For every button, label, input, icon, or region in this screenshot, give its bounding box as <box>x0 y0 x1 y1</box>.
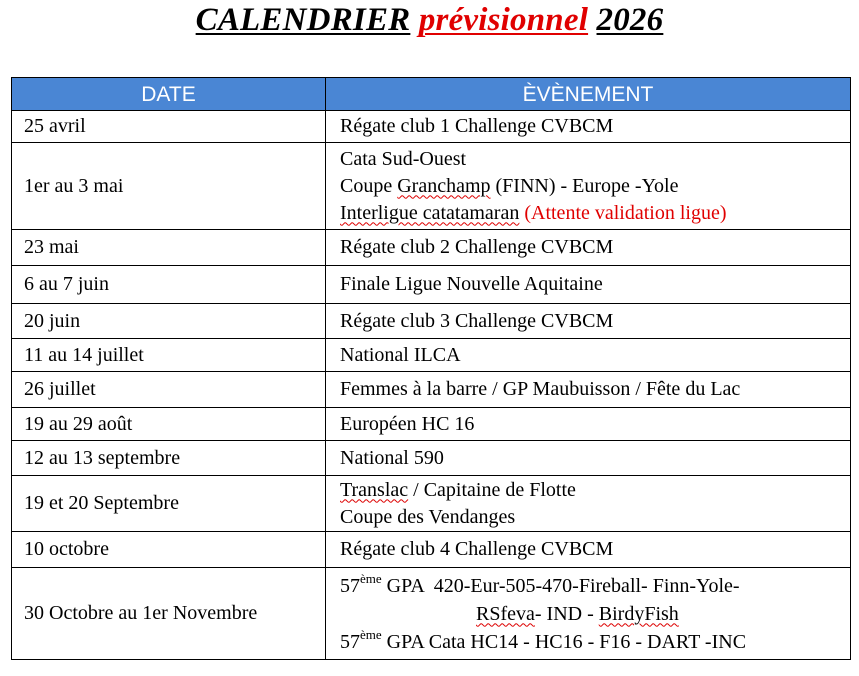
row-date: 11 au 14 juillet <box>12 339 326 372</box>
row-date: 30 Octobre au 1er Novembre <box>12 568 326 660</box>
event-line <box>340 628 838 656</box>
row-event <box>326 568 851 660</box>
row-event: Régate club 4 Challenge CVBCM <box>326 532 851 568</box>
row-date: 25 avril <box>12 111 326 143</box>
table-row <box>12 476 851 532</box>
event-line <box>340 173 838 200</box>
event-text: Coupe <box>340 174 398 197</box>
row-date: 23 mai <box>12 230 326 266</box>
table-row <box>12 441 851 476</box>
row-event: National ILCA <box>326 339 851 372</box>
row-event: Régate club 3 Challenge CVBCM <box>326 304 851 339</box>
row-event: Finale Ligue Nouvelle Aquitaine <box>326 266 851 304</box>
event-text: BirdyFish <box>598 602 679 625</box>
table-row <box>12 372 851 408</box>
row-event: Femmes à la barre / GP Maubuisson / Fête du Lac <box>326 372 851 408</box>
header-date: DATE <box>12 78 326 111</box>
event-line <box>340 200 838 227</box>
table-row <box>12 532 851 568</box>
row-date: 12 au 13 septembre <box>12 441 326 476</box>
event-text: 57 <box>340 574 360 597</box>
row-event: Régate club 1 Challenge CVBCM <box>326 111 851 143</box>
table-row <box>12 266 851 304</box>
title-part-1: CALENDRIER <box>195 2 411 38</box>
ordinal-suffix: ème <box>360 626 382 642</box>
header-event: ÈVÈNEMENT <box>326 78 851 111</box>
event-text: 57 <box>340 630 360 653</box>
row-event <box>326 143 851 230</box>
table-row <box>12 568 851 660</box>
event-text: RSfeva <box>476 602 535 625</box>
title-part-3: 2026 <box>596 2 664 38</box>
table-row <box>12 143 851 230</box>
event-line <box>340 572 838 600</box>
event-line <box>340 477 838 504</box>
table-row <box>12 230 851 266</box>
row-event <box>326 476 851 532</box>
table-row <box>12 408 851 441</box>
event-note: (Attente validation ligue) <box>524 201 727 224</box>
event-text: Interligue catatamaran <box>340 201 520 224</box>
title-part-2: prévisionnel <box>418 2 589 38</box>
event-line: Coupe des Vendanges <box>340 505 516 528</box>
row-date: 19 et 20 Septembre <box>12 476 326 532</box>
table-row <box>12 304 851 339</box>
row-event: Européen HC 16 <box>326 408 851 441</box>
event-text: - IND - <box>534 602 599 625</box>
row-date: 20 juin <box>12 304 326 339</box>
ordinal-suffix: ème <box>360 570 382 586</box>
event-text: (FINN) - Europe -Yole <box>490 174 679 197</box>
event-line: Cata Sud-Ouest <box>340 147 467 170</box>
event-text: / Capitaine de Flotte <box>408 478 576 501</box>
row-date: 1er au 3 mai <box>12 143 326 230</box>
row-event: Régate club 2 Challenge CVBCM <box>326 230 851 266</box>
table-header-row <box>12 78 851 111</box>
event-text: Translac <box>340 478 409 501</box>
row-date: 19 au 29 août <box>12 408 326 441</box>
row-date: 10 octobre <box>12 532 326 568</box>
event-text: GPA Cata HC14 - HC16 - F16 - DART -INC <box>381 630 747 653</box>
event-text: GPA 420-Eur-505-470-Fireball- Finn-Yole- <box>381 574 740 597</box>
calendar-table <box>11 77 851 660</box>
page-title <box>0 0 859 40</box>
event-text: Granchamp <box>397 174 491 197</box>
event-line <box>340 600 838 628</box>
row-date: 6 au 7 juin <box>12 266 326 304</box>
row-date: 26 juillet <box>12 372 326 408</box>
table-row <box>12 339 851 372</box>
table-row <box>12 111 851 143</box>
row-event: National 590 <box>326 441 851 476</box>
